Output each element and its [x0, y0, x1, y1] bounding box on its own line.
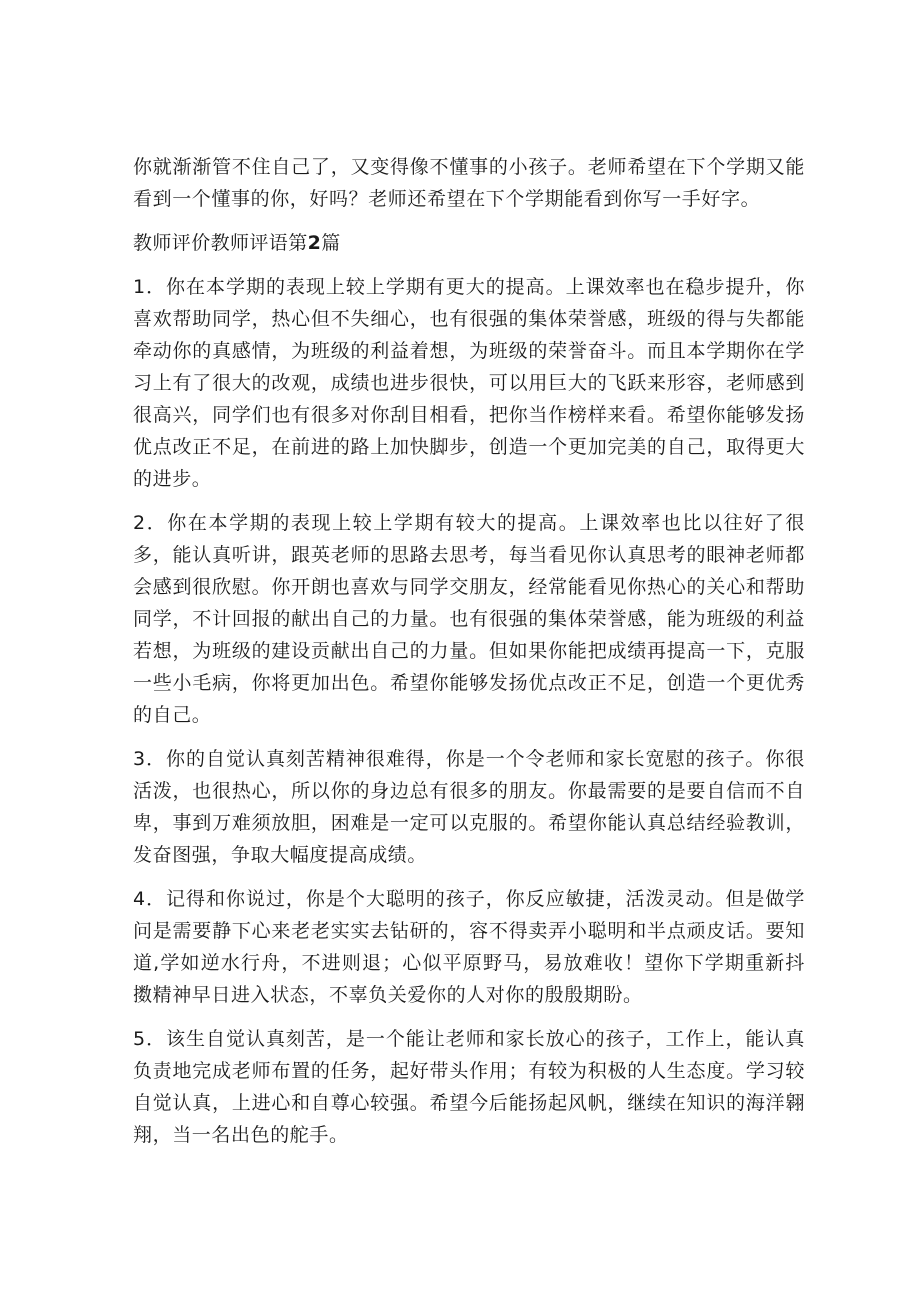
section-heading-number: 2	[307, 232, 322, 254]
document-page	[133, 151, 805, 1163]
section-heading-prefix: 教师评价教师评语第	[133, 232, 308, 254]
intro-paragraph: 你就渐渐管不住自己了，又变得像不懂事的小孩子。老师希望在下个学期又能看到一个懂事的你，好吗？老师还希望在下个学期能看到你写一手好字。	[133, 156, 805, 210]
comment-item-1: 1．你在本学期的表现上较上学期有更大的提高。上课效率也在稳步提升，你喜欢帮助同学，热心但不失细心，也有很强的集体荣誉感，班级的得与失都能牵动你的真感情，为班级的利益着想，为班级的荣誉奋斗。而且本学期你在学习上有了很大的改观，成绩也进步很快，可以用巨大的飞跃来形容，老师感到很高兴，同学们也有很多对你刮目相看，把你当作榜样来看。希望你能够发扬优点改正不足，在前进的路上加快脚步，创造一个更加完美的自己，取得更大的进步。	[133, 276, 805, 490]
comment-item-4: 4．记得和你说过，你是个大聪明的孩子，你反应敏捷，活泼灵动。但是做学问是需要静下心来老老实实去钻研的，容不得卖弄小聪明和半点顽皮话。要知道,学如逆水行舟，不进则退；心似平原野马，易放难收！望你下学期重新抖擞精神早日进入状态，不辜负关爱你的人对你的殷殷期盼。	[133, 888, 805, 1006]
section-heading-suffix: 篇	[321, 232, 341, 254]
comment-item-2: 2．你在本学期的表现上较上学期有较大的提高。上课效率也比以往好了很多，能认真听讲，跟英老师的思路去思考，每当看见你认真思考的眼神老师都会感到很欣慰。你开朗也喜欢与同学交朋友，经常能看见你热心的关心和帮助同学，不计回报的献出自己的力量。也有很强的集体荣誉感，能为班级的利益若想，为班级的建设贡献出自己的力量。但如果你能把成绩再提高一下，克服一些小毛病，你将更加出色。希望你能够发扬优点改正不足，创造一个更优秀的自己。	[133, 512, 805, 726]
section-heading	[133, 227, 805, 259]
comment-item-5: 5．该生自觉认真刻苦，是一个能让老师和家长放心的孩子，工作上，能认真负责地完成老师布置的任务，起好带头作用；有较为积极的人生态度。学习较自觉认真，上进心和自尊心较强。希望今后能扬起风帆，继续在知识的海洋翱翔，当一名出色的舵手。	[133, 1028, 805, 1146]
comment-item-3: 3．你的自觉认真刻苦精神很难得，你是一个令老师和家长宽慰的孩子。你很活泼，也很热心，所以你的身边总有很多的朋友。你最需要的是要自信而不自卑，事到万难须放胆，困难是一定可以克服的。希望你能认真总结经验教训，发奋图强，争取大幅度提高成绩。	[133, 748, 805, 866]
